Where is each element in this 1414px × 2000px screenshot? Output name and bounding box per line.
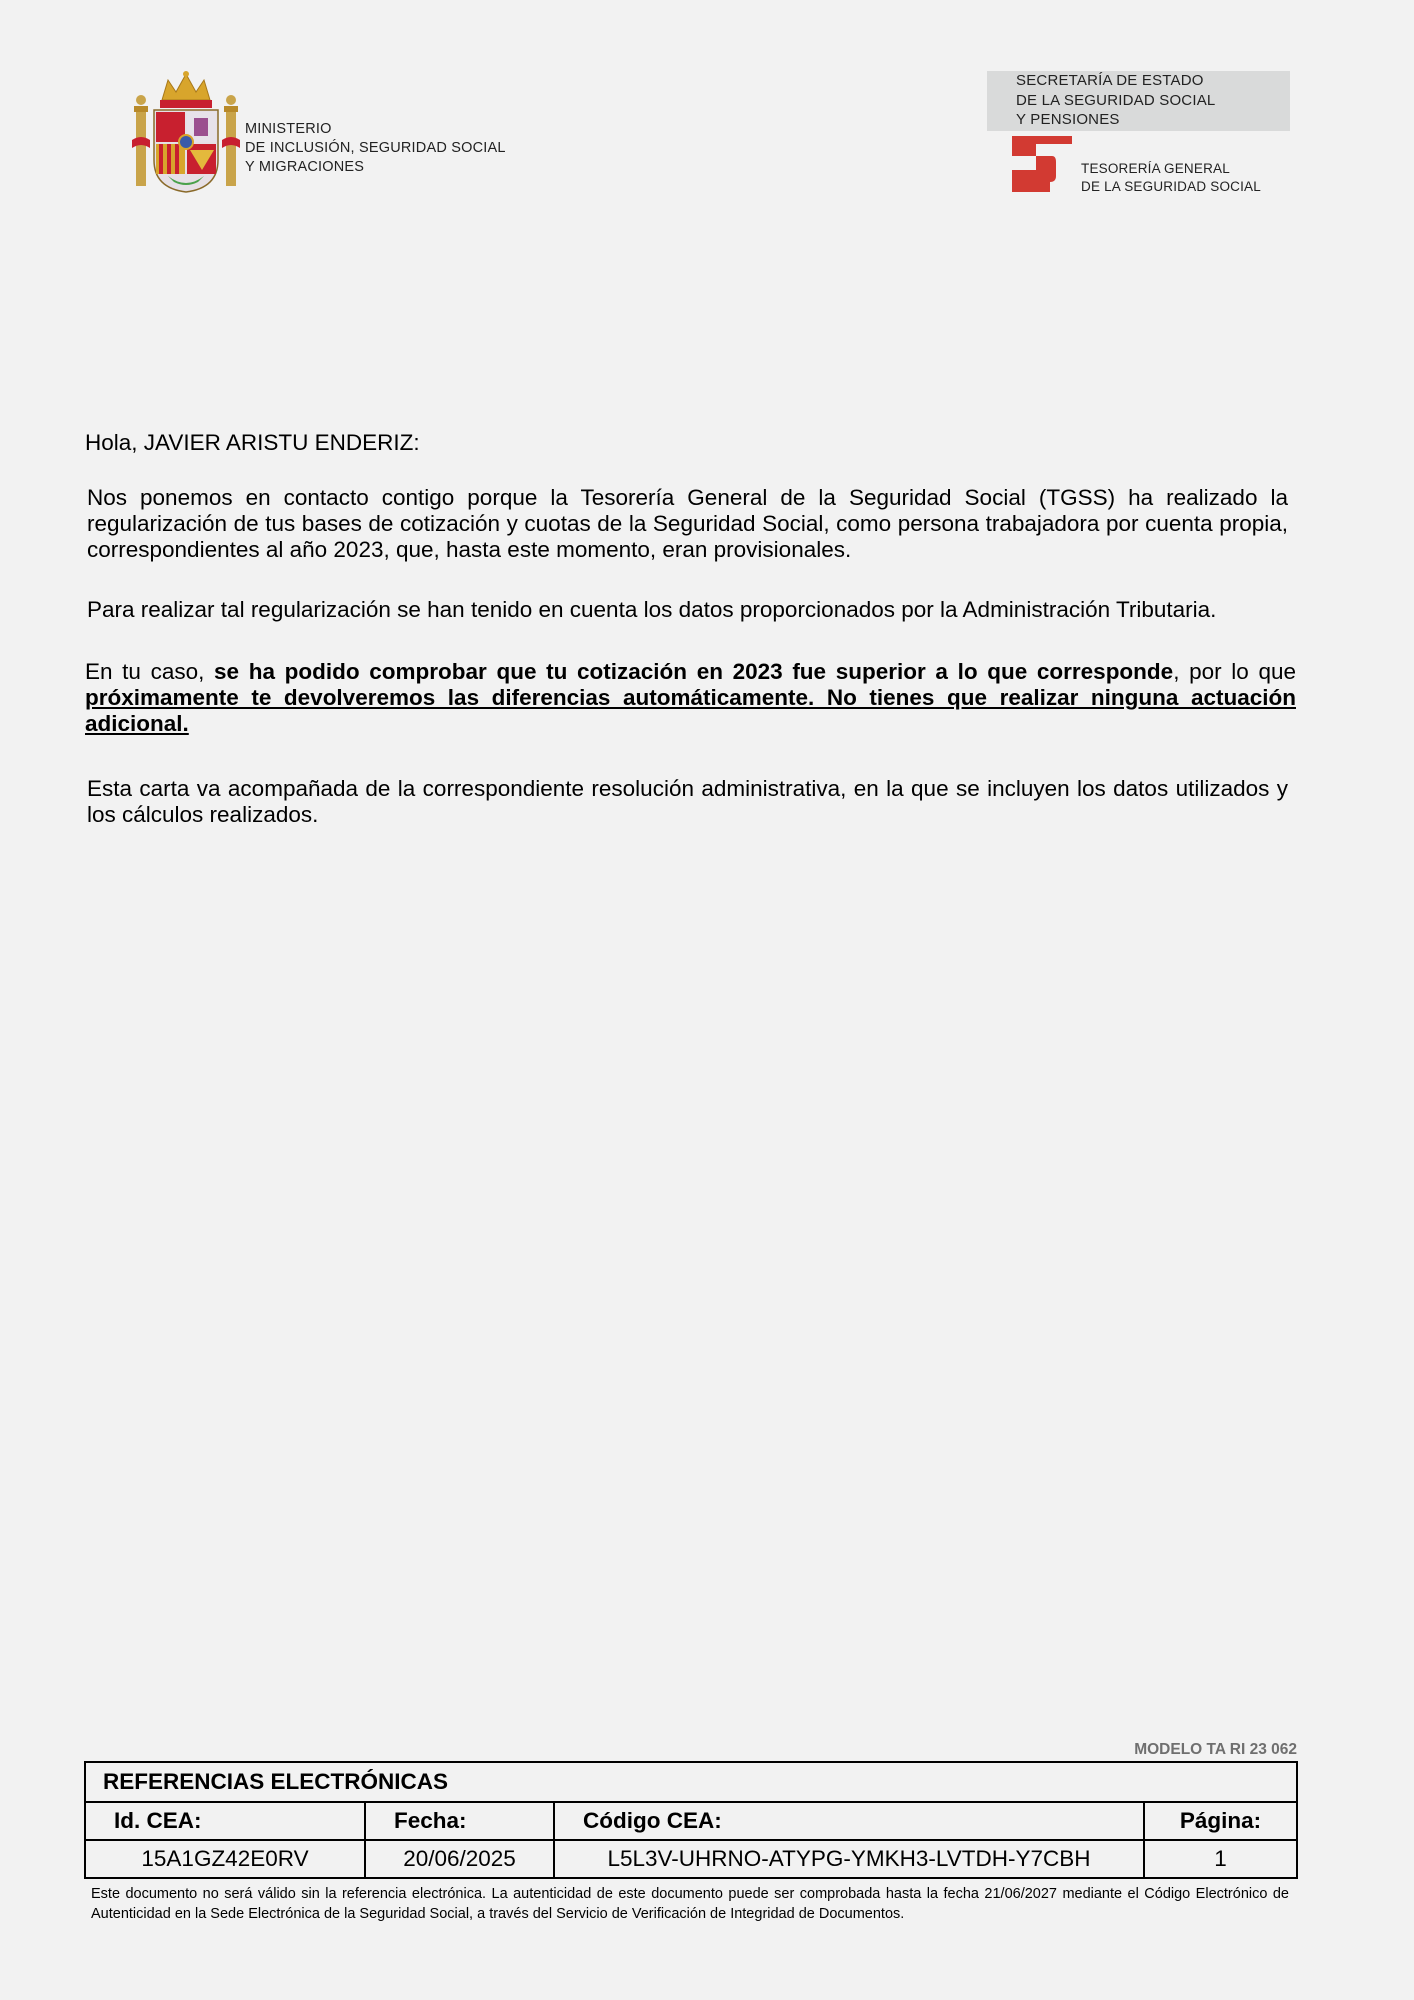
disclaimer: Este documento no será válido sin la referencia electrónica. La autenticidad de este documento puede ser comprobada hasta la fecha 21/06/2027 mediante el Código Electrónico de Autenticidad en la Sede Electrónica de la Seguridad Social, a través del Servicio de Verificación de Integridad de Documentos. [91, 1886, 1289, 1922]
paragraph-3 [85, 659, 1296, 737]
paragraph-4: Esta carta va acompañada de la correspondiente resolución administrativa, en la que se incluyen los datos utilizados y los cálculos realizados. [87, 776, 1288, 827]
paragraph-3-bold: se ha podido comprobar que tu cotización en 2023 fue superior a lo que corresponde [214, 659, 1174, 684]
value-id-cea: 15A1GZ42E0RV [85, 1840, 365, 1878]
paragraph-1: Nos ponemos en contacto contigo porque la Tesorería General de la Seguridad Social (TGSS) ha realizado la regularización de tus bases de cotización y cuotas de la Seguridad Social, como persona trabajadora por cuenta propia, correspondientes al año 2023, que, hasta este momento, eran provisionales. [87, 485, 1288, 562]
paragraph-3-start: En tu caso, [85, 659, 215, 684]
secretaria-line-1: SECRETARÍA DE ESTADO [1016, 72, 1204, 89]
ministry-line-1: MINISTERIO [245, 121, 332, 137]
header-fecha: Fecha: [365, 1802, 554, 1840]
ministry-name [245, 120, 506, 177]
header-codigo-cea: Código CEA: [554, 1802, 1144, 1840]
table-title: REFERENCIAS ELECTRÓNICAS [85, 1762, 1297, 1802]
ministry-line-2: DE INCLUSIÓN, SEGURIDAD SOCIAL [245, 140, 506, 156]
tgss-name [1081, 160, 1261, 196]
paragraph-3-middle: , por lo que [1173, 659, 1296, 684]
modelo-code: MODELO TA RI 23 062 [1134, 1741, 1297, 1758]
value-pagina: 1 [1144, 1840, 1297, 1878]
header-id-cea: Id. CEA: [85, 1802, 365, 1840]
greeting: Hola, JAVIER ARISTU ENDERIZ: [85, 430, 420, 455]
paragraph-2: Para realizar tal regularización se han tenido en cuenta los datos proporcionados por la Administración Tributaria. [87, 597, 1217, 622]
value-codigo-cea: L5L3V-UHRNO-ATYPG-YMKH3-LVTDH-Y7CBH [554, 1840, 1144, 1878]
electronic-references-table [84, 1761, 1298, 1879]
secretaria-name [1016, 71, 1215, 130]
tgss-logo-icon [1012, 136, 1072, 192]
value-fecha: 20/06/2025 [365, 1840, 554, 1878]
tgss-line-2: DE LA SEGURIDAD SOCIAL [1081, 179, 1261, 194]
secretaria-line-3: Y PENSIONES [1016, 111, 1120, 128]
ministry-line-3: Y MIGRACIONES [245, 159, 365, 175]
secretaria-line-2: DE LA SEGURIDAD SOCIAL [1016, 91, 1216, 109]
paragraph-3-underline: próximamente te devolveremos las diferencias automáticamente. No tienes que realizar ninguna actuación adicional. [85, 685, 1296, 736]
tgss-line-1: TESORERÍA GENERAL [1081, 161, 1230, 176]
spain-coat-of-arms-icon [132, 70, 240, 194]
header-pagina: Página: [1144, 1802, 1297, 1840]
